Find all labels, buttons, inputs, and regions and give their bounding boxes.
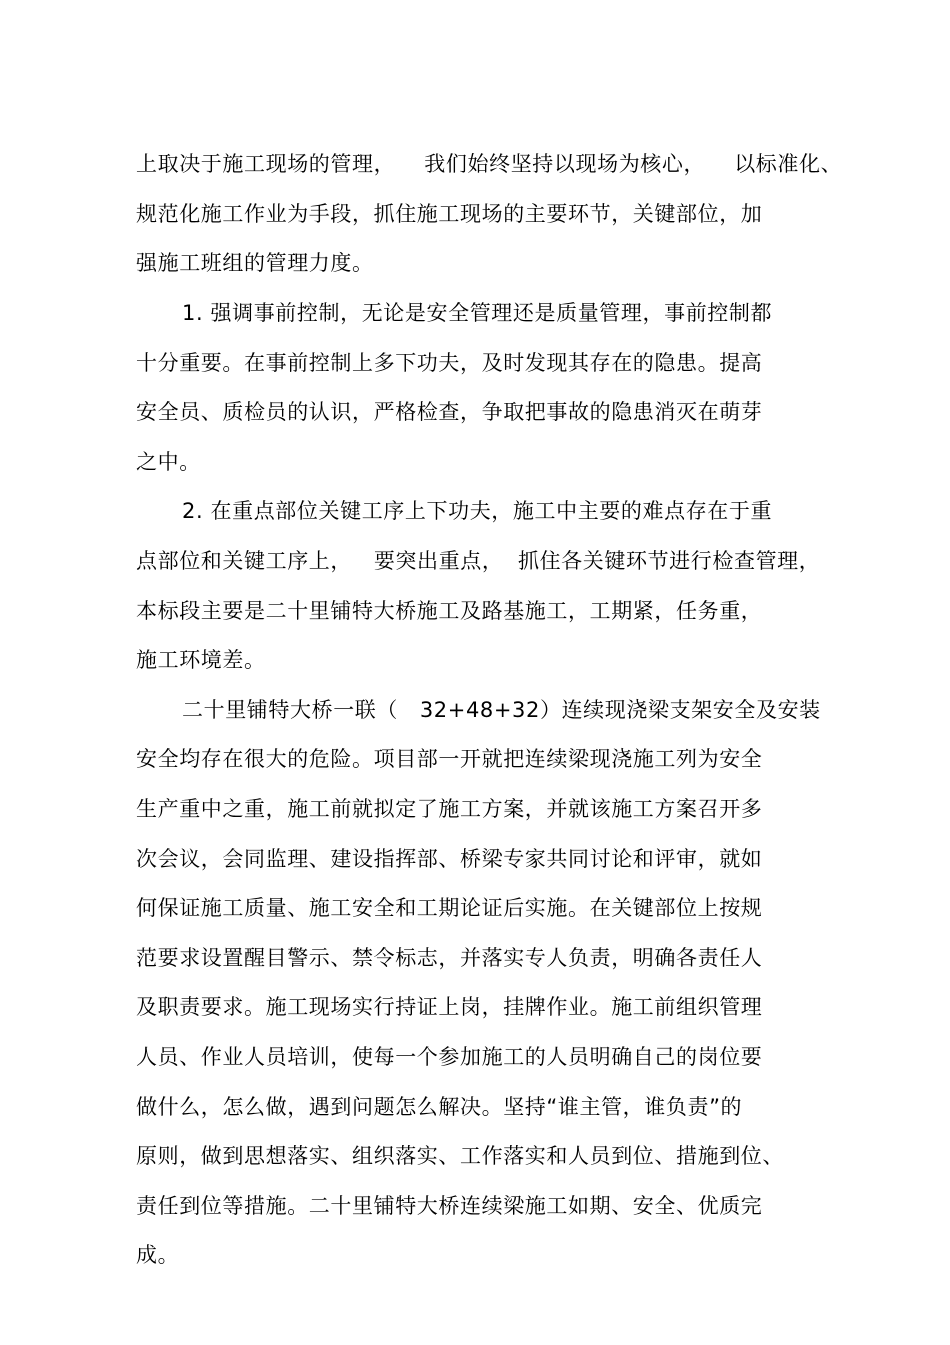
text-line: 人员、作业人员培训，使每一个参加施工的人员明确自己的岗位要 — [136, 1045, 763, 1069]
text-line: 强施工班组的管理力度。 — [136, 251, 374, 275]
text-line: 上取决于施工现场的管理， 我们始终坚持以现场为核心， 以标准化、 — [136, 152, 843, 176]
text-line: 2. 在重点部位关键工序上下功夫，施工中主要的难点存在于重 — [182, 499, 773, 523]
text-line: 安全均存在很大的危险。项目部一开就把连续梁现浇施工列为安全 — [136, 747, 763, 771]
text-line: 生产重中之重，施工前就拟定了施工方案，并就该施工方案召开多 — [136, 797, 763, 821]
text-line: 原则，做到思想落实、组织落实、工作落实和人员到位、措施到位、 — [136, 1144, 784, 1168]
text-line: 何保证施工质量、施工安全和工期论证后实施。在关键部位上按规 — [136, 896, 763, 920]
text-line: 成。 — [136, 1243, 180, 1267]
text-line: 1. 强调事前控制，无论是安全管理还是质量管理，事前控制都 — [182, 301, 773, 325]
text-line: 及职责要求。施工现场实行持证上岗，挂牌作业。施工前组织管理 — [136, 995, 763, 1019]
text-line: 次会议，会同监理、建设指挥部、桥梁专家共同讨论和评审，就如 — [136, 847, 763, 871]
text-line: 点部位和关键工序上， 要突出重点， 抓住各关键环节进行检查管理， — [136, 549, 821, 573]
text-line: 安全员、质检员的认识，严格检查，争取把事故的隐患消灭在萌芽 — [136, 400, 763, 424]
text-line: 二十里铺特大桥一联（ 32+48+32）连续现浇梁支架安全及安装 — [182, 698, 821, 722]
text-line: 施工环境差。 — [136, 648, 266, 672]
text-line: 规范化施工作业为手段，抓住施工现场的主要环节，关键部位，加 — [136, 202, 763, 226]
text-line: 范要求设置醒目警示、禁令标志，并落实专人负责，明确各责任人 — [136, 946, 763, 970]
text-line: 责任到位等措施。二十里铺特大桥连续梁施工如期、安全、优质完 — [136, 1194, 763, 1218]
text-line: 十分重要。在事前控制上多下功夫，及时发现其存在的隐患。提高 — [136, 351, 763, 375]
text-line: 做什么，怎么做，遇到问题怎么解决。坚持“谁主管，谁负责”的 — [136, 1095, 743, 1119]
text-line: 之中。 — [136, 450, 201, 474]
text-line: 本标段主要是二十里铺特大桥施工及路基施工，工期紧，任务重， — [136, 599, 763, 623]
